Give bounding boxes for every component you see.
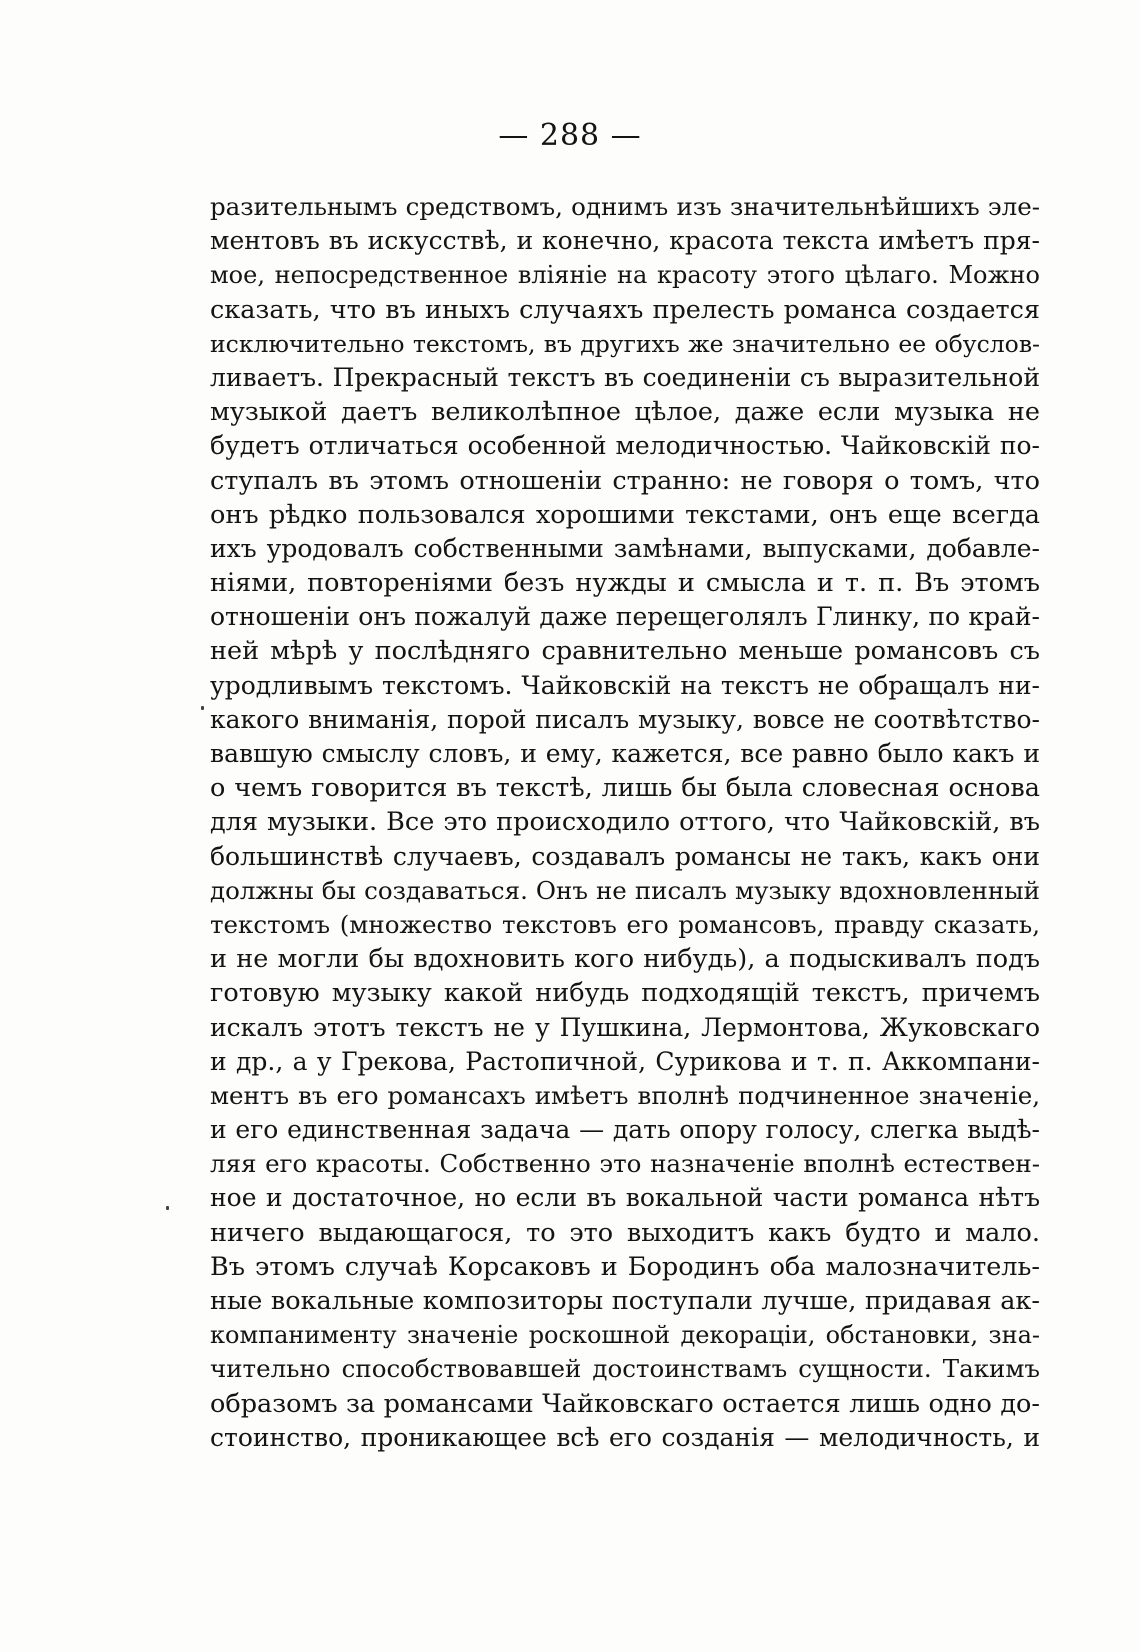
text-line: ступалъ въ этомъ отношеніи странно: не говоря о томъ, что <box>210 465 1040 496</box>
text-line: разительнымъ средствомъ, однимъ изъ значительнѣйшихъ эле- <box>210 192 1040 221</box>
text-line: мое, непосредственное вліяніе на красоту этого цѣлаго. Можно <box>210 261 1040 290</box>
text-line: ляя его красоты. Собственно это назначеніе вполнѣ естествен- <box>210 1149 1040 1179</box>
text-line: образомъ за романсами Чайковскаго остается лишь одно до- <box>210 1388 1040 1419</box>
text-line: ные вокальные композиторы поступали лучше, придавая ак- <box>210 1286 1040 1316</box>
text-line: ное и достаточное, но если въ вокальной части романса нѣтъ <box>210 1183 1040 1213</box>
text-line: ней мѣрѣ у послѣдняго сравнительно меньше романсовъ съ <box>210 636 1040 667</box>
text-line: будетъ отличаться особенной мелодичностью. Чайковскій по- <box>210 431 1040 461</box>
text-line: для музыки. Все это происходило оттого, что Чайковскій, въ <box>210 807 1040 838</box>
text-line: Въ этомъ случаѣ Корсаковъ и Бородинъ оба малозначитель- <box>210 1251 1040 1282</box>
text-line: и др., а у Грекова, Растопичной, Сурикова и т. п. Аккомпани- <box>210 1046 1040 1076</box>
text-line: сказать, что въ иныхъ случаяхъ прелесть романса создается <box>210 294 1040 325</box>
text-line: ливаетъ. Прекрасный текстъ въ соединеніи съ выразительной <box>210 362 1040 392</box>
text-line: и его единственная задача — дать опору голосу, слегка выдѣ- <box>210 1115 1040 1145</box>
text-line: стоинство, проникающее всѣ его созданія — мелодичность, и <box>210 1422 1040 1452</box>
text-line: ніями, повтореніями безъ нужды и смысла и т. п. Въ этомъ <box>210 568 1040 599</box>
text-line: должны бы создаваться. Онъ не писалъ музыку вдохновленный <box>210 875 1040 905</box>
text-line: онъ рѣдко пользовался хорошими текстами, онъ еще всегда <box>210 499 1040 530</box>
text-line: вавшую смыслу словъ, и ему, кажется, все равно было какъ и <box>210 739 1040 768</box>
text-line: ихъ уродовалъ собственными замѣнами, выпусками, добавле- <box>210 533 1040 563</box>
text-line: и не могли бы вдохновить кого нибудь), а подыскивалъ подъ <box>210 944 1040 975</box>
text-line: о чемъ говорится въ текстѣ, лишь бы была словесная основа <box>210 773 1040 804</box>
text-line: компанименту значеніе роскошной декораціи, обстановки, зна- <box>210 1321 1040 1350</box>
text-line: уродливымъ текстомъ. Чайковскій на текстъ не обращалъ ни- <box>210 670 1040 700</box>
text-line: готовую музыку какой нибудь подходящій текстъ, причемъ <box>210 978 1040 1009</box>
text-line: ничего выдающагося, то это выходитъ какъ будто и мало. <box>210 1217 1040 1248</box>
page-number: — 288 — <box>498 118 642 153</box>
text-line: какого вниманія, порой писалъ музыку, вовсе не соотвѣтство- <box>210 704 1040 734</box>
scan-speck <box>201 706 204 710</box>
text-line: текстомъ (множество текстовъ его романсовъ, правду сказать, <box>210 909 1040 939</box>
text-line: исключительно текстомъ, въ другихъ же значительно ее обуслов- <box>210 329 1040 358</box>
text-line: чительно способствовавшей достоинствамъ сущности. Такимъ <box>210 1354 1040 1384</box>
text-line: ментъ въ его романсахъ имѣетъ вполнѣ подчиненное значеніе, <box>210 1080 1040 1110</box>
body-text <box>210 190 1040 1455</box>
text-line: искалъ этотъ текстъ не у Пушкина, Лермонтова, Жуковскаго <box>210 1012 1040 1042</box>
text-line: ментовъ въ искусствѣ, и конечно, красота текста имѣетъ пря- <box>210 226 1040 256</box>
text-line: отношеніи онъ пожалуй даже перещеголялъ Глинку, по край- <box>210 602 1040 632</box>
scan-speck <box>166 1206 169 1210</box>
text-line: большинствѣ случаевъ, создавалъ романсы не такъ, какъ они <box>210 841 1040 871</box>
text-line: музыкой даетъ великолѣпное цѣлое, даже если музыка не <box>210 397 1040 428</box>
